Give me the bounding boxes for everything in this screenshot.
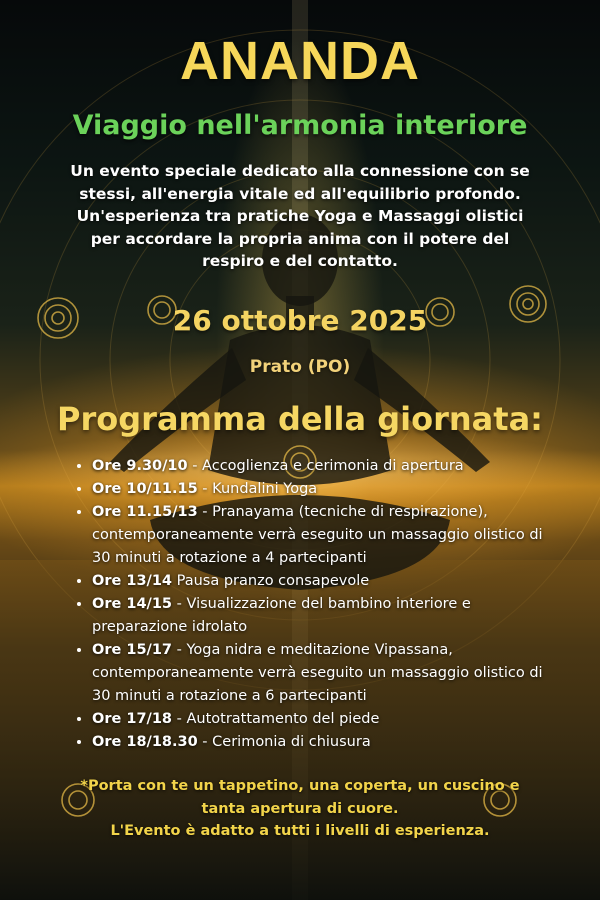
schedule-time: Ore 13/14 bbox=[92, 573, 173, 589]
schedule-time: Ore 17/18 bbox=[92, 711, 173, 727]
schedule-item bbox=[92, 501, 562, 570]
schedule-time: Ore 11.15/13 bbox=[92, 504, 198, 520]
schedule-activity: - Accoglienza e cerimonia di apertura bbox=[187, 458, 464, 474]
schedule-item bbox=[92, 478, 562, 501]
schedule-activity: - Autotrattamento del piede bbox=[172, 711, 380, 727]
schedule-item bbox=[92, 639, 562, 708]
schedule-item bbox=[92, 708, 562, 731]
event-description: Un evento speciale dedicato alla connessione con se stessi, all'energia vitale ed all'equilibrio profondo. Un'esperienza tra pratiche Yoga e Massaggi olistici per accordare la propria anima con il potere del respiro e del contatto. bbox=[70, 162, 530, 270]
schedule-activity: - Cerimonia di chiusura bbox=[197, 734, 371, 750]
schedule-item bbox=[92, 570, 562, 593]
schedule-time: Ore 9.30/10 bbox=[92, 458, 188, 474]
event-date: 26 ottobre 2025 bbox=[172, 304, 428, 337]
schedule-item bbox=[92, 593, 562, 639]
schedule-activity: - Kundalini Yoga bbox=[197, 481, 318, 497]
schedule-time: Ore 10/11.15 bbox=[92, 481, 198, 497]
schedule-activity: - Pranayama (tecniche di respirazione), contemporaneamente verrà eseguito un massaggio olistico di 30 minuti a rotazione a 4 partecipanti bbox=[92, 504, 543, 566]
schedule-time: Ore 18/18.30 bbox=[92, 734, 198, 750]
note-what-to-bring: *Porta con te un tappetino, una coperta, un cuscino e tanta apertura di cuore. bbox=[80, 778, 520, 817]
note-levels: L'Evento è adatto a tutti i livelli di esperienza. bbox=[110, 823, 490, 839]
schedule-activity: - Yoga nidra e meditazione Vipassana, contemporaneamente verrà eseguito un massaggio olistico di 30 minuti a rotazione a 6 partecipanti bbox=[92, 642, 543, 704]
event-location: Prato (PO) bbox=[249, 357, 351, 377]
schedule-item bbox=[92, 455, 562, 478]
event-subtitle: Viaggio nell'armonia interiore bbox=[72, 110, 528, 141]
schedule-activity: Pausa pranzo consapevole bbox=[172, 573, 370, 589]
event-note bbox=[60, 775, 540, 843]
schedule-list bbox=[70, 455, 562, 754]
schedule-time: Ore 14/15 bbox=[92, 596, 173, 612]
schedule-item bbox=[92, 731, 562, 754]
schedule-time: Ore 15/17 bbox=[92, 642, 173, 658]
program-title: Programma della giornata: bbox=[57, 400, 543, 438]
schedule-activity: - Visualizzazione del bambino interiore e preparazione idrolato bbox=[92, 596, 471, 635]
event-title: ANANDA bbox=[180, 31, 420, 91]
